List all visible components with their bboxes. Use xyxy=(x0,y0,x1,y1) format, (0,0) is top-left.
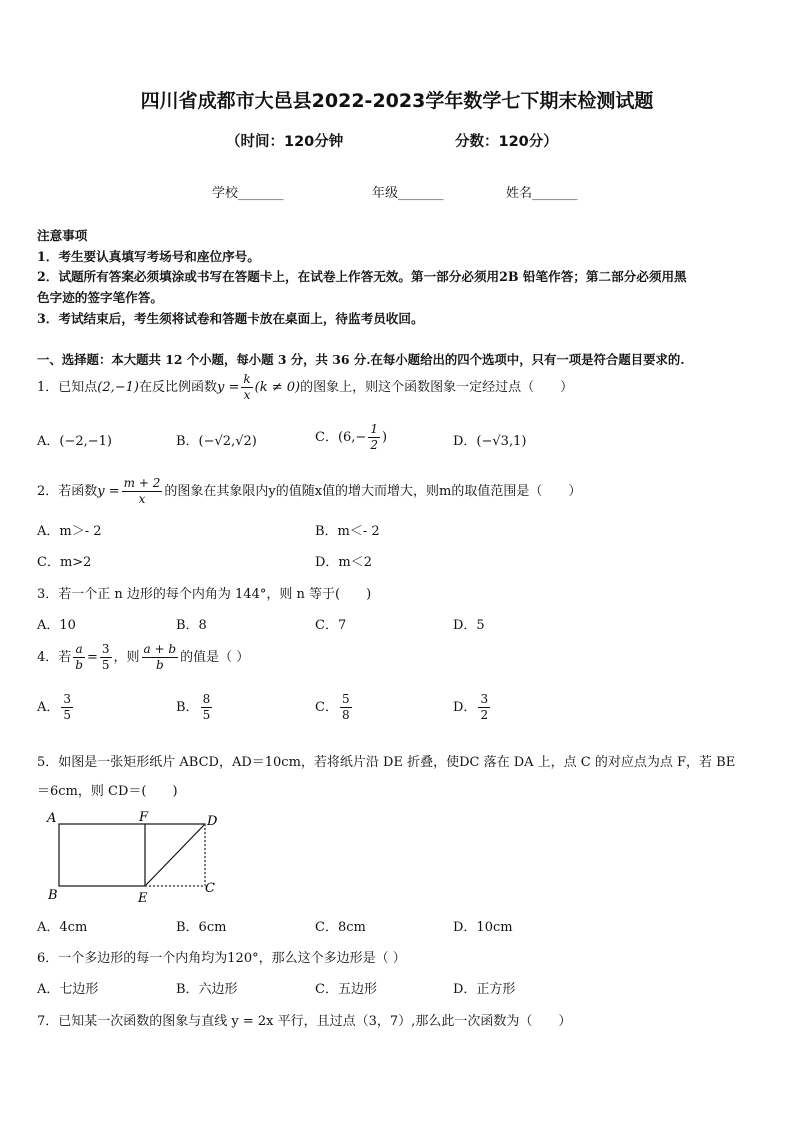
notice-3: 3．考试结束后，考生须将试卷和答题卡放在桌面上，待监考员收回。 xyxy=(37,311,424,326)
name-field: 姓名_______ xyxy=(506,186,578,201)
rectangle-abcd xyxy=(59,824,205,886)
page-title: 四川省成都市大邑县2022-2023学年数学七下期末检测试题 xyxy=(140,90,654,112)
question-3: 3．若一个正 n 边形的每个内角为 144°，则 n 等于( ) xyxy=(37,587,372,602)
q4-option-b: B． $\frac{8}{5}$ xyxy=(176,692,211,722)
question-6: 6．一个多边形的每一个内角均为120°，那么这个多边形是（ ） xyxy=(37,951,406,966)
label-d: D xyxy=(207,814,218,829)
section-heading: 一、选择题：本大题共 12 个小题，每小题 3 分，共 36 分.在每小题给出的四个选项中，只有一项是符合题目要求的. xyxy=(37,352,685,367)
question-1: 1．已知点(2,−1)在反比例函数y = $\frac{k}{x}$ (k ≠ 0)的图象上，则这个函数图象一定经过点（ ） xyxy=(37,372,574,402)
school-field: 学校_______ xyxy=(212,186,284,201)
rectangle-fold-figure xyxy=(45,808,225,908)
q2-option-a: A．m＞- 2 xyxy=(37,524,102,539)
question-4: 4．若 $\frac{a}{b}$ = $\frac{3}{5}$ ，则 $\frac{a + b}{b}$ 的值是（ ） xyxy=(37,642,250,672)
q3-option-d: D．5 xyxy=(453,618,485,633)
label-b: B xyxy=(48,888,58,903)
q5-option-b: B．6cm xyxy=(176,920,227,935)
q1-option-c: C．(6,− $\frac{1}{2}$ ) xyxy=(315,422,388,452)
q6-option-b: B．六边形 xyxy=(176,982,238,997)
q2-option-d: D．m＜2 xyxy=(315,555,373,570)
label-c: C xyxy=(205,881,215,896)
question-5-line2: ＝6cm，则 CD＝( ) xyxy=(37,784,178,799)
q4-option-c: C． $\frac{5}{8}$ xyxy=(315,692,350,722)
notice-1: 1．考生要认真填写考场号和座位序号。 xyxy=(37,249,260,264)
q3-option-b: B．8 xyxy=(176,618,207,633)
question-2: 2．若函数y = $\frac{m + 2}{x}$ 的图象在其象限内y的值随x值的增大而增大，则m的取值范围是（ ） xyxy=(37,476,582,506)
q4-option-d: D． $\frac{3}{2}$ xyxy=(453,692,489,722)
q6-option-d: D．正方形 xyxy=(453,982,516,997)
time-label: （时间：120分钟 xyxy=(226,134,344,150)
q5-option-c: C．8cm xyxy=(315,920,366,935)
q5-option-d: D．10cm xyxy=(453,920,513,935)
fold-line-de xyxy=(145,824,205,886)
grade-field: 年级_______ xyxy=(372,186,444,201)
q1-option-a: A．(−2,−1) xyxy=(37,434,112,449)
q3-option-a: A．10 xyxy=(37,618,76,633)
notice-heading: 注意事项 xyxy=(37,228,88,243)
q2-option-c: C．m>2 xyxy=(37,555,92,570)
q3-option-c: C．7 xyxy=(315,618,347,633)
q2-option-b: B．m＜- 2 xyxy=(315,524,380,539)
q4-option-a: A． $\frac{3}{5}$ xyxy=(37,692,72,722)
score-label: 分数：120分） xyxy=(455,134,558,150)
question-7: 7．已知某一次函数的图象与直线 y = 2x 平行，且过点（3，7）,那么此一次函数为（ ） xyxy=(37,1014,572,1029)
notice-2: 2．试题所有答案必须填涂或书写在答题卡上，在试卷上作答无效。第一部分必须用2B 铅笔作答；第二部分必须用黑 xyxy=(37,269,687,284)
q1-option-b: B．(−√2,√2) xyxy=(176,434,257,449)
label-a: A xyxy=(47,811,57,826)
question-5-line1: 5．如图是一张矩形纸片 ABCD，AD＝10cm，若将纸片沿 DE 折叠，使DC 落在 DA 上，点 C 的对应点为点 F，若 BE xyxy=(37,755,736,770)
label-f: F xyxy=(139,810,149,825)
q1-option-d: D．(−√3,1) xyxy=(453,434,527,449)
q5-option-a: A．4cm xyxy=(37,920,88,935)
notice-2-cont: 色字迹的签字笔作答。 xyxy=(37,290,163,305)
q6-option-a: A．七边形 xyxy=(37,982,99,997)
q6-option-c: C．五边形 xyxy=(315,982,377,997)
label-e: E xyxy=(138,891,148,906)
